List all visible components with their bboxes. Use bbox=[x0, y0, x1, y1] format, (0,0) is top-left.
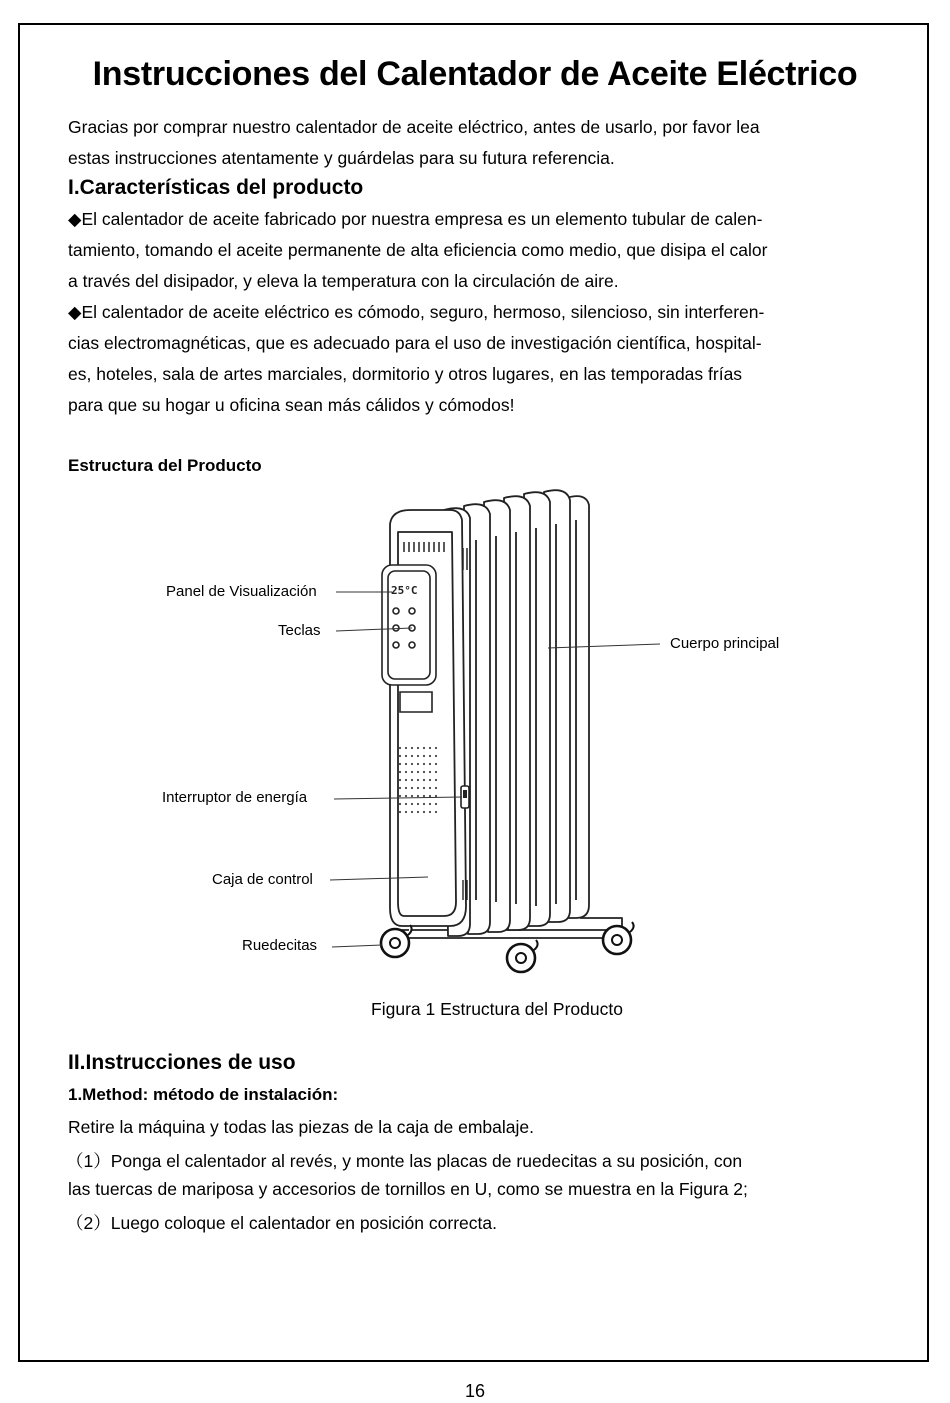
section2-line: Retire la máquina y todas las piezas de la caja de embalaje. bbox=[68, 1117, 534, 1137]
section1-para1-line: a través del disipador, y eleva la temperatura con la circulación de aire. bbox=[68, 271, 619, 291]
intro-line-2: estas instrucciones atentamente y guárdelas para su futura referencia. bbox=[68, 148, 615, 168]
display-reading: 25°C bbox=[391, 584, 418, 597]
section2-step1-continued: las tuercas de mariposa y accesorios de tornillos en U, como se muestra en la Figura 2; bbox=[68, 1179, 748, 1199]
section2-heading: II.Instrucciones de uso bbox=[68, 1051, 296, 1074]
section2-subheading: 1.Method: método de instalación: bbox=[68, 1085, 339, 1104]
label-power-switch: Interruptor de energía bbox=[162, 789, 308, 806]
intro-line-1: Gracias por comprar nuestro calentador de aceite eléctrico, antes de usarlo, por favor lea bbox=[68, 117, 760, 137]
section2-step1: （1）Ponga el calentador al revés, y monte las placas de ruedecitas a su posición, con bbox=[66, 1151, 743, 1171]
section1-para2-line: cias electromagnéticas, que es adecuado para el uso de investigación científica, hospital- bbox=[68, 333, 762, 353]
section2-step2: （2）Luego coloque el calentador en posición correcta. bbox=[66, 1213, 497, 1233]
label-control-box: Caja de control bbox=[212, 871, 313, 888]
label-wheels: Ruedecitas bbox=[242, 937, 318, 954]
label-keys: Teclas bbox=[278, 622, 321, 639]
figure-heading: Estructura del Producto bbox=[68, 456, 262, 475]
section1-para2-line: es, hoteles, sala de artes marciales, dormitorio y otros lugares, en las temporadas frías bbox=[68, 364, 743, 384]
section1-para2-line: ◆El calentador de aceite eléctrico es cómodo, seguro, hermoso, silencioso, sin interferen- bbox=[68, 302, 765, 322]
section1-para2-line: para que su hogar u oficina sean más cálidos y cómodos! bbox=[68, 395, 515, 415]
page-title: Instrucciones del Calentador de Aceite Eléctrico bbox=[92, 55, 858, 93]
label-main-body: Cuerpo principal bbox=[670, 635, 780, 652]
page-number: 16 bbox=[464, 1381, 486, 1401]
section1-heading: I.Características del producto bbox=[68, 176, 364, 199]
section1-para1-line: tamiento, tomando el aceite permanente de alta eficiencia como medio, que disipa el calor bbox=[68, 240, 768, 260]
section1-para1-line: ◆El calentador de aceite fabricado por nuestra empresa es un elemento tubular de calen- bbox=[68, 209, 763, 229]
label-display-panel: Panel de Visualización bbox=[166, 583, 317, 600]
figure-caption: Figura 1 Estructura del Producto bbox=[371, 999, 623, 1019]
